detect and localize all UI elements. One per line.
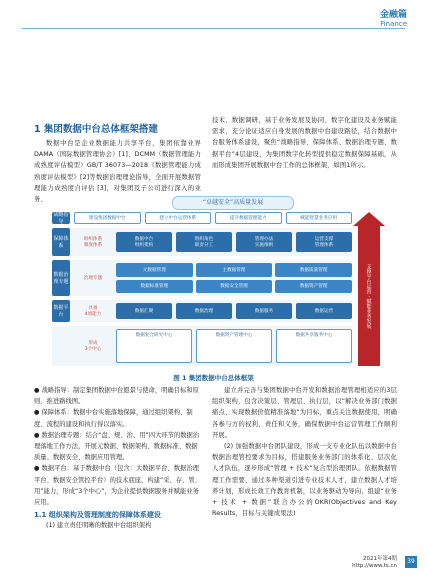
governance-grid bbox=[116, 260, 352, 296]
strategy-box: 建设集团数据中台 bbox=[74, 212, 141, 224]
footer bbox=[352, 556, 397, 570]
bullet-item: ● 保障体系：数据中台实施落地保障，通过组织架构、制度、流程的建设和执行得以落实。 bbox=[34, 409, 193, 428]
header-zh: 金融篇 bbox=[379, 10, 407, 20]
section-title: 1 集团数据中台总体框架搭建 bbox=[34, 124, 158, 135]
footer-issue: 2021年第4期 bbox=[363, 556, 397, 562]
sub-item: (1) 建立责任明晰的数据中台组织架构 bbox=[46, 522, 152, 530]
framework-figure bbox=[52, 196, 390, 370]
figure-top-label: “卓越安全”高质量发展 bbox=[172, 196, 294, 210]
row-side-label: 组织体系 制度体系 bbox=[83, 237, 103, 248]
right-arrow-label: 支撑平台运营 · 赋能业务发展 bbox=[365, 263, 372, 329]
bullet-item: ● 战略指导：制定集团数据中台愿景与使命，明确目标和原则，推进路线图。 bbox=[34, 387, 199, 406]
arrow-head bbox=[353, 212, 385, 226]
governance-box: 数据资产管理 bbox=[275, 280, 352, 294]
platform-box: 数据运营 bbox=[296, 303, 352, 319]
strategy-box: 提升数据管理能力 bbox=[215, 212, 282, 224]
guarantee-box: 管理办法 实施细则 bbox=[236, 232, 292, 252]
row-side-label: 具备 4项能力 bbox=[84, 306, 102, 317]
row-governance bbox=[52, 260, 352, 296]
page-number: 39 bbox=[405, 556, 417, 568]
center-box: 数据共享服务中心 bbox=[276, 329, 352, 363]
guarantee-box: 数据中台 组织架构 bbox=[116, 232, 172, 252]
governance-box: 数据标准管理 bbox=[116, 280, 193, 294]
center-box: 数据复合研究中心 bbox=[116, 329, 192, 363]
bullet-item: ● 数据平台：基于数据中台（包含：大数据平台、数据治理平台、数据安全管控平台）的技术底座，构建“采、存、管、用”能力，形成“3个中心”，为企业提供数据服务并赋能业务应用。 bbox=[34, 465, 201, 507]
governance-box: 元数据管理 bbox=[116, 263, 193, 277]
subsection-title: 1.1 组织架构及管理制度的保障体系建设 bbox=[34, 511, 161, 520]
platform-box: 数据服务 bbox=[236, 303, 292, 319]
strategy-box: 赋能智慧业务应用 bbox=[286, 212, 353, 224]
body-paragraph: 建立并完善与集团数据中台开发和数据治理管理相适应的3层组织架构，包含决策层、管理层、执行层，以“解决业务部门数据痛点、实现数据价值精准落地”为目标，重点关注数据使用，明确各参与方的权利、责任和义务，确保数据中台运营管理工作顺利开展。 bbox=[212, 387, 397, 439]
center-box: 数据资产管理中心 bbox=[196, 329, 272, 363]
figure-caption: 图 1 集团数据中台总体框架 bbox=[173, 374, 254, 382]
row-centers bbox=[52, 326, 352, 366]
footer-url: http://www.ts.cn bbox=[352, 563, 397, 569]
right-body bbox=[212, 385, 397, 519]
left-paragraph: 数据中台是企业数据能力共享平台，集团依靠业界 DAMA（国际数据管理协会）[1]、DCMM（数据管理能力成熟度评估模型）GB/T 36073—2018《数据管理能力成熟度评估模型》[2]等数据治理理论指导，全面开展数据管理能力成熟度自评估 [3]，对集团及子公司进行深入的业务、 bbox=[34, 140, 201, 204]
platform-box: 数据汇聚 bbox=[116, 303, 172, 319]
row-label: 保障体系 bbox=[52, 228, 70, 256]
section-header bbox=[380, 10, 407, 28]
right-arrow bbox=[358, 226, 380, 366]
governance-box: 数据质量管理 bbox=[275, 263, 352, 277]
governance-box: 主数据管理 bbox=[196, 263, 273, 277]
row-platform bbox=[52, 300, 352, 322]
guarantee-box: 组织角色 职责分工 bbox=[176, 232, 232, 252]
row-side-label: 治理专题 bbox=[83, 276, 103, 281]
right-paragraph: 技术、数据调研，基于业务发展及协同、数字化建设及业务赋能需求，充分论证适应自身发展的数据中台建设路径，结合数据中台服务体系建设，聚焦“战略指导、保障体系、数据治理专题、数据平台”4层建设，为集团数字化转型提供稳定数据保障基础，从而形成集团开展数据中台工作的总体框架，如图1所示。 bbox=[212, 117, 397, 169]
row-strategy bbox=[52, 212, 352, 224]
platform-box: 数据治理 bbox=[176, 303, 232, 319]
row-guarantee bbox=[52, 228, 352, 256]
row-label-empty bbox=[52, 326, 70, 366]
row-label: 数据治理专题 bbox=[52, 260, 70, 296]
bullet-item: ● 数据治理专题：结合“盘、规、治、用”四大环节的数据治理落地工作方法，开展元数据、数据架构、数据标准、数据质量、数据安全、数据应用管理。 bbox=[34, 431, 200, 462]
guarantee-box: 运营支撑 管理体系 bbox=[296, 232, 352, 252]
row-label: 战略指导 bbox=[53, 212, 69, 225]
header-divider bbox=[22, 28, 405, 29]
strategy-box: 建立中台运营体系 bbox=[145, 212, 212, 224]
row-label: 数据平台 bbox=[52, 300, 70, 322]
bullets-left bbox=[34, 385, 201, 531]
governance-box: 数据安全管理 bbox=[196, 280, 273, 294]
body-paragraph: (2) 加强数据中台团队建设，形成一支专业化队伍以数据中台数据治理管控要求为目标，搭建服务业务部门的体系化、层次化人才队伍，逐步形成“管理 + 技术”复合型治理团队。依据数据管理工作需要，通过多种渠道引进专业技术人才，建立数据人才培养计划，形成长效工作教育机制，以业务驱动为导向，组建“业务 + 技术 + 数据”联合办公的OKR(Objectives and Key Results，目标与关键成果法) bbox=[212, 443, 397, 518]
header-en: Finance bbox=[380, 20, 407, 28]
row-side-label: 形成 3个中心 bbox=[84, 341, 102, 352]
